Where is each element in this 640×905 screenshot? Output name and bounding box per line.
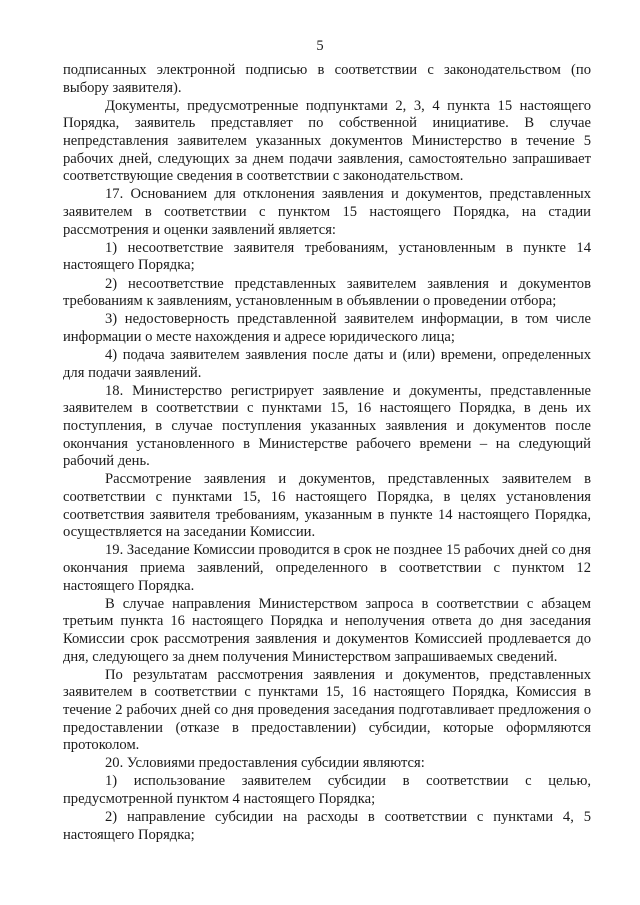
paragraph: подписанных электронной подписью в соответствии с законодательством (по выбору заявителя). [63,62,591,96]
paragraph: 17. Основанием для отклонения заявления и документов, представленных заявителем в соответствии с пунктом 15 настоящего Порядка, на стадии рассмотрения и оценки заявлений является: [63,186,591,238]
page-number: 5 [316,38,324,54]
paragraph: 19. Заседание Комиссии проводится в срок не позднее 15 рабочих дней со дня окончания приема заявлений, определенного в соответствии с пунктом 12 настоящего Порядка. [63,542,591,594]
paragraph: По результатам рассмотрения заявления и документов, представленных заявителем в соответствии с пунктами 15, 16 настоящего Порядка, Комиссия в течение 2 рабочих дней со дня проведения заседания подготавливает предложения о предоставлении (отказе в предоставлении) субсидии, которые оформляются протоколом. [63,666,591,754]
paragraph: В случае направления Министерством запроса в соответствии с абзацем третьим пункта 16 настоящего Порядка и неполучения ответа до дня заседания Комиссии срок рассмотрения заявления и документов Комиссией продлевается до дня, следующего за днем получения Министерством запрашиваемых сведений. [63,595,591,665]
paragraph: Документы, предусмотренные подпунктами 2, 3, 4 пункта 15 настоящего Порядка, заявитель представляет по собственной инициативе. В случае непредставления заявителем указанных документов Министерство в течение 5 рабочих дней, следующих за днем подачи заявления, самостоятельно запрашивает соответствующие сведения в соответствии с законодательством. [63,97,591,185]
paragraph: 4) подача заявителем заявления после даты и (или) времени, определенных для подачи заявлений. [63,347,591,381]
paragraph: Рассмотрение заявления и документов, представленных заявителем в соответствии с пунктами 15, 16 настоящего Порядка, в целях установления соответствия заявителя требованиям, указанным в пункте 14 настоящего Порядка, осуществляется на заседании Комиссии. [63,471,591,541]
paragraph: 2) направление субсидии на расходы в соответствии с пунктами 4, 5 настоящего Порядка; [63,809,591,843]
paragraph: 1) использование заявителем субсидии в соответствии с целью, предусмотренной пунктом 4 настоящего Порядка; [63,773,591,808]
document-body [63,62,591,845]
paragraph: 18. Министерство регистрирует заявление и документы, представленные заявителем в соответствии с пунктами 15, 16 настоящего Порядка, в день их поступления, в случае поступления указанных заявления и документов после окончания установленного в Министерстве рабочего времени – на следующий рабочий день. [63,382,591,470]
paragraph: 3) недостоверность представленной заявителем информации, в том числе информации о месте нахождения и адресе юридического лица; [63,311,591,345]
paragraph: 20. Условиями предоставления субсидии являются: [105,755,425,772]
paragraph: 1) несоответствие заявителя требованиям, установленным в пункте 14 настоящего Порядка; [63,239,591,274]
paragraph: 2) несоответствие представленных заявителем заявления и документов требованиям к заявлениям, установленным в объявлении о проведении отбора; [63,275,591,310]
